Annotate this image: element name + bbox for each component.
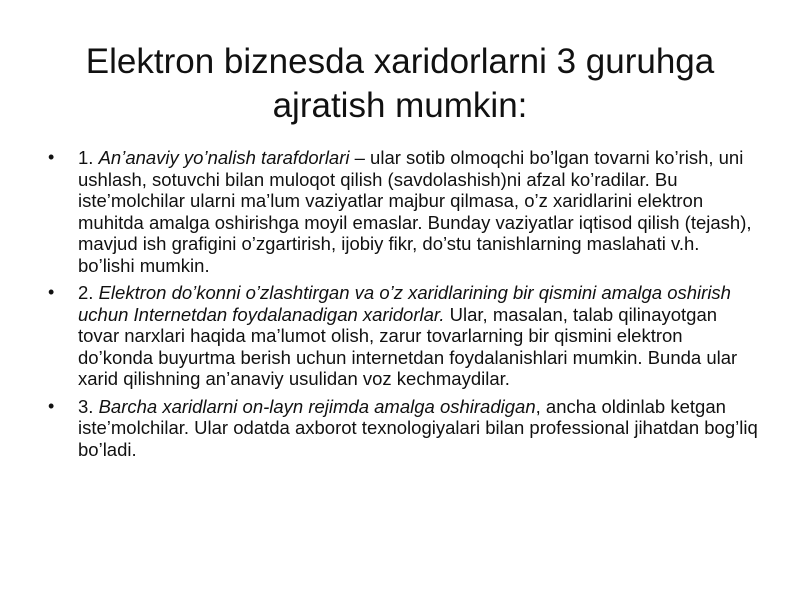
bullet-list — [40, 147, 760, 466]
list-item — [40, 282, 760, 390]
slide-title: Elektron biznesda xaridorlarni 3 guruhga ajratish mumkin: — [85, 42, 715, 125]
bullet-dot-icon: • — [48, 282, 55, 302]
item-body-text: Ular, masalan, talab qilinayotgan tovar narxlari haqida ma’lumot olish, zarur tovarlarning bir qismini elektron do’konda buyurtma berish uchun internetdan foydalanishlari mumkin. Bunda ular xarid qilishning an’anaviy usulidan voz kechmaydilar. — [78, 303, 738, 389]
item-italic-text: Elektron do’konni o’zlashtirgan va o’z xaridlarining bir qismini amalga oshirish uchun Internetdan foydalanadigan xaridorlar. — [78, 282, 731, 325]
item-italic-text: An’anaviy yo’nalish tarafdorlari — [98, 147, 350, 168]
bullet-dot-icon: • — [48, 395, 55, 416]
item-number: 2. — [78, 282, 99, 303]
item-body-text: – ular sotib olmoqchi bo’lgan tovarni ko’rish, uni ushlash, sotuvchi bilan muloqot qilish (savdolashish)ni afzal ko’radilar. Bu iste’molchilar ularni ma’lum vaziyatlar majbur qilmasa, o’z xaridlarini elektron muhitda amalga oshirishga moyil emaslar. Bunday vaziyatlar iqtisod qilish (tejash), mavjud ish grafigini o’zgartirish, ijobiy fikr, do’stu tanishlarning maslahati v.h. bo’lishi mumkin. — [78, 147, 752, 276]
bullet-dot-icon: • — [48, 147, 55, 167]
item-body-text: , ancha oldinlab ketgan iste’molchilar. Ular odatda axborot texnologiyalari bilan professional jihatdan bog’liq bo’ladi. — [78, 395, 758, 460]
item-italic-text: Barcha xaridlarni on-layn rejimda amalga oshiradigan — [98, 395, 536, 417]
item-number: 1. — [78, 147, 99, 168]
item-number: 3. — [78, 395, 99, 417]
list-item — [40, 396, 760, 461]
list-item — [40, 147, 760, 276]
